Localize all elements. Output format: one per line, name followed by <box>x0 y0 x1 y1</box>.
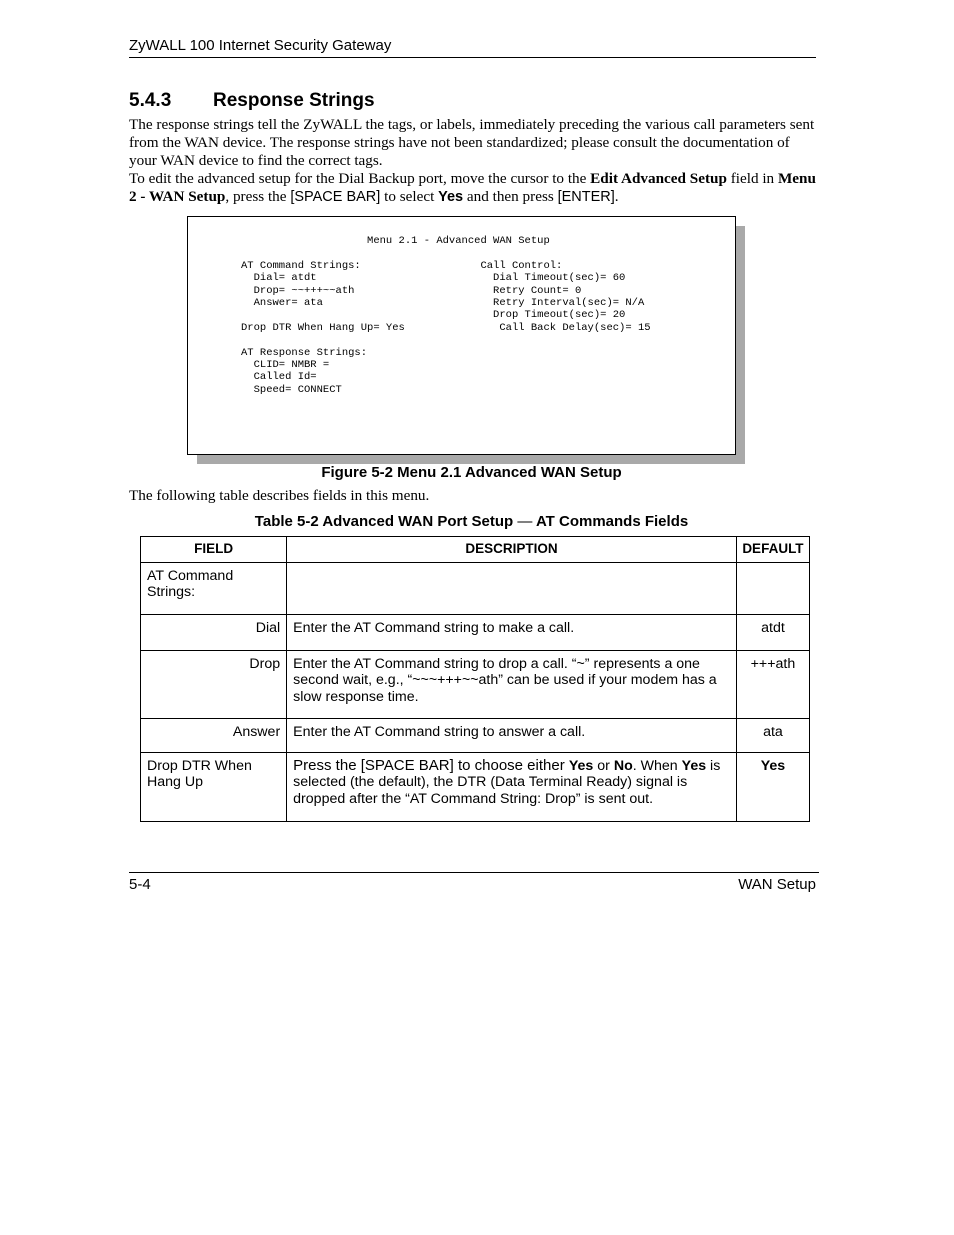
table-row <box>141 718 810 752</box>
field-cell: AT Command Strings: <box>141 562 287 614</box>
text-run: to select <box>380 188 439 205</box>
option-yes: Yes <box>568 757 594 774</box>
text-run: and then press <box>463 188 558 205</box>
fields-table <box>140 536 810 822</box>
default-cell: Yes <box>736 752 809 821</box>
description-cell <box>287 562 737 614</box>
running-header: ZyWALL 100 Internet Security Gateway <box>129 37 816 58</box>
text-run: , press the <box>225 188 291 205</box>
default-cell: ata <box>736 718 809 752</box>
text-run: or <box>593 757 614 774</box>
text-run: . When <box>632 757 682 774</box>
header-description: DESCRIPTION <box>287 537 737 563</box>
text-run: . <box>614 188 619 205</box>
instruction-paragraph <box>129 170 819 206</box>
default-cell: atdt <box>736 614 809 650</box>
section-number: 5.4.3 <box>129 90 172 111</box>
field-cell: Drop <box>141 650 287 718</box>
description-cell <box>287 752 737 821</box>
footer-rule <box>129 872 819 873</box>
key-space-bar: [SPACE BAR] <box>290 189 381 205</box>
field-cell: Dial <box>141 614 287 650</box>
section-title: Response Strings <box>213 90 375 111</box>
text-run: To edit the advanced setup for the Dial Backup port, move the cursor to the <box>129 170 591 187</box>
table-row <box>141 562 810 614</box>
option-no: No <box>613 757 633 774</box>
default-cell <box>736 562 809 614</box>
section-heading <box>129 90 375 112</box>
description-cell: Enter the AT Command string to make a call. <box>287 614 737 650</box>
key-enter: [ENTER] <box>557 189 615 205</box>
default-cell: +++ath <box>736 650 809 718</box>
header-field: FIELD <box>141 537 287 563</box>
chapter-name: WAN Setup <box>738 876 816 893</box>
field-cell: Answer <box>141 718 287 752</box>
option-yes: Yes <box>681 757 707 774</box>
text-run: — <box>517 513 533 530</box>
table-header-row <box>141 537 810 563</box>
table-intro-paragraph: The following table describes fields in this menu. <box>129 487 430 504</box>
header-default: DEFAULT <box>736 537 809 563</box>
page-number: 5-4 <box>129 876 151 893</box>
table-caption <box>0 513 943 530</box>
text-run: is selected (the default), the DTR (Data Terminal Ready) signal is dropped after the “AT Command String: Drop” is sent out. <box>293 757 721 807</box>
terminal-screen <box>187 216 736 455</box>
intro-paragraph: The response strings tell the ZyWALL the tags, or labels, immediately preceding the various call parameters sent from the WAN device. The response strings have not been standardized; please consult the documentation of your WAN device to find the correct tags. <box>129 116 815 169</box>
field-name-edit-advanced-setup: Edit Advanced Setup <box>590 170 727 187</box>
table-row <box>141 752 810 821</box>
menu-name: Menu 2 - WAN Setup <box>129 170 816 205</box>
text-run: Table 5-2 Advanced WAN Port Setup <box>254 513 518 530</box>
description-cell: Enter the AT Command string to drop a call. “~” represents a one second wait, e.g., “~~~+++~~ath” can be used if your modem has a slow response time. <box>287 650 737 718</box>
option-yes: Yes <box>438 189 464 205</box>
table-row <box>141 650 810 718</box>
field-cell: Drop DTR When Hang Up <box>141 752 287 821</box>
text-run: field in <box>726 170 778 187</box>
figure-caption: Figure 5-2 Menu 2.1 Advanced WAN Setup <box>321 464 622 481</box>
text-run: Press the [SPACE BAR] to choose either <box>293 756 569 774</box>
description-cell: Enter the AT Command string to answer a call. <box>287 718 737 752</box>
table-row <box>141 614 810 650</box>
terminal-text: Menu 2.1 - Advanced WAN Setup AT Command Strings: Call Control: Dial= atdt Dial Timeout(sec)= 60 Drop= ~~+++~~ath Retry Count= 0 Answer= ata Retry Interval(sec)= N/A Drop Timeout(sec)= 20 Drop DTR When Hang Up= Yes Call Back Delay(sec)= 15 AT Response Strings: CLID= NMBR = Called Id= Speed= CONNECT <box>241 235 651 396</box>
text-run: AT Commands Fields <box>532 513 689 530</box>
